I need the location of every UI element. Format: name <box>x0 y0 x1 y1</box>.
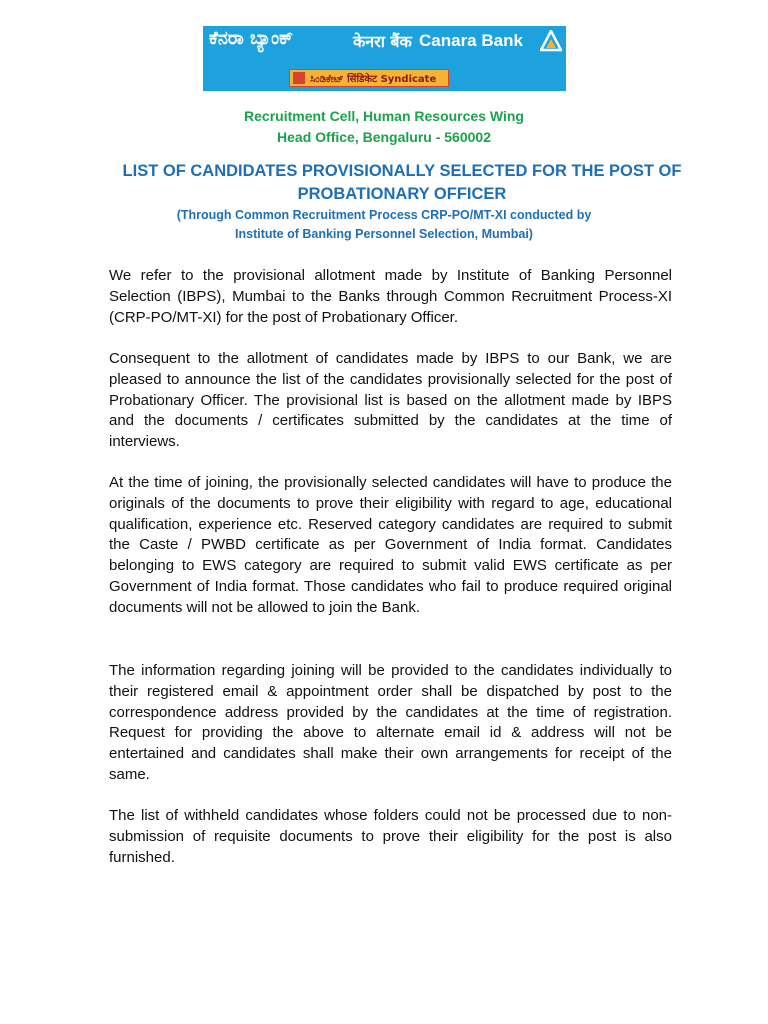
paragraph-joining-info: The information regarding joining will be provided to the candidates individually to their registered email & appointment order shall be dispatched by post to the correspondence address provided by the candidates at the time of registration. Request for providing the above to alternate email id & address will not be entertained and candidates shall make their own arrangements for receipt of the same. <box>109 662 672 783</box>
paragraph-withheld: The list of withheld candidates whose folders could not be processed due to non-submission of requisite documents to prove their eligibility for the post is also furnished. <box>109 807 672 866</box>
paragraph-joining-documents: At the time of joining, the provisionally selected candidates will have to produce the originals of the documents to prove their eligibility with regard to age, educational qualification, experience etc. Reserved category candidates are required to submit the Caste / PWBD certificate as per Government of India format. Candidates belonging to EWS category are required to submit valid EWS certificate as per Government of India format. Those candidates who fail to produce required original documents will not be allowed to join the Bank. <box>109 474 672 616</box>
syndicate-badge <box>289 69 449 87</box>
page-title: LIST OF CANDIDATES PROVISIONALLY SELECTED FOR THE POST OF PROBATIONARY OFFICER <box>122 162 682 203</box>
subtitle-line-2: Institute of Banking Personnel Selection, Mumbai) <box>235 227 533 241</box>
paragraph-announcement: Consequent to the allotment of candidates made by IBPS to our Bank, we are pleased to announce the list of the candidates provisionally selected for the post of Probationary Officer. The provisional list is based on the allotment made by IBPS and the documents / certificates submitted by the candidates at the time of interviews. <box>109 350 672 451</box>
paragraph-allotment: We refer to the provisional allotment made by Institute of Banking Personnel Selection (IBPS), Mumbai to the Banks through Common Recruitment Process-XI (CRP-PO/MT-XI) for the post of Probationary Officer. <box>109 267 672 326</box>
syndicate-label: ಸಿಂಡಿಕೇಟ್ सिंडिकेट Syndicate <box>310 74 437 85</box>
syndicate-emblem-icon <box>293 72 305 84</box>
logo-english-name: Canara Bank <box>419 31 523 50</box>
canara-emblem-icon <box>540 30 562 52</box>
office-line-2: Head Office, Bengaluru - 560002 <box>277 129 491 145</box>
office-line-1: Recruitment Cell, Human Resources Wing <box>244 108 524 124</box>
logo-hindi-name: केनरा बैंक <box>353 32 412 51</box>
subtitle-line-1: (Through Common Recruitment Process CRP-PO/MT-XI conducted by <box>176 208 592 222</box>
bank-logo <box>203 26 566 91</box>
logo-kannada-name: ಕೆನರಾ ಬ್ಯಾಂಕ್ <box>209 28 294 49</box>
